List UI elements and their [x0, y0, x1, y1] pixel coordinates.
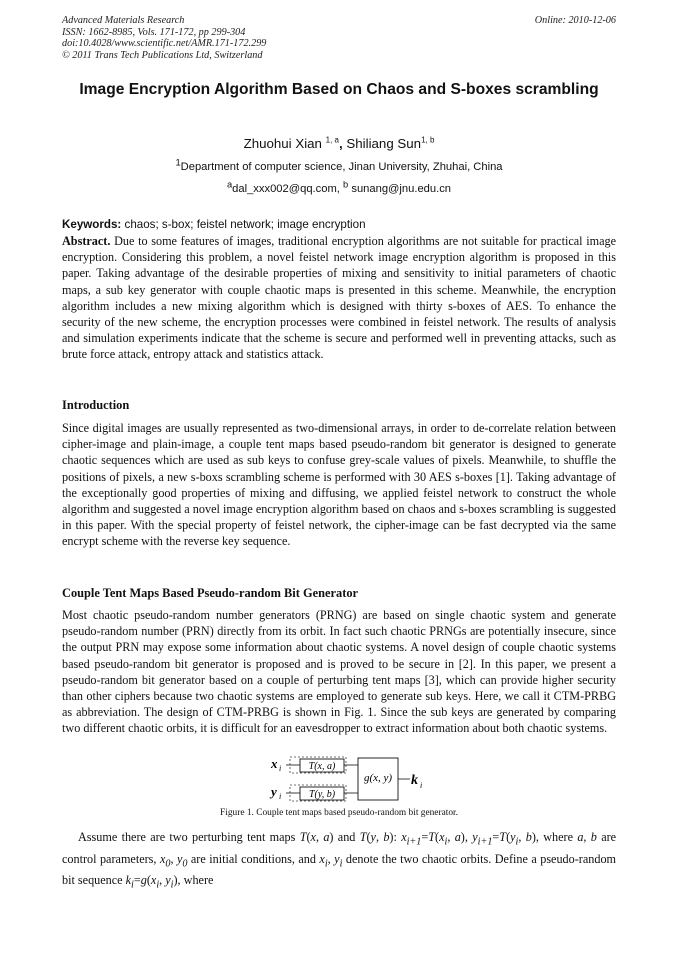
fig-t-bottom-text: T(y, b)	[308, 789, 336, 800]
figure-1-diagram	[260, 754, 440, 804]
math-subscript: i	[324, 858, 328, 870]
math-var: T	[428, 830, 436, 844]
closing-text: ), where	[531, 830, 574, 844]
closing-text: (	[506, 830, 511, 844]
math-var: a	[577, 830, 584, 844]
email-b: sunang@jnu.edu.cn	[351, 183, 452, 195]
introduction-text: Since digital images are usually represented as two-dimensional arrays, in order to de-correlate relation between cipher-image and plain-image, a couple tent maps based pseudo-random bit generator is designed to generate chaotic sequences which are used as sub keys to confuse grey-scale values of pixels. Meanwhile, to shuffle the positions of pixels, a new s-boxs scrambling scheme is performed with 30 AES s-boxes [1]. Taking advantage of the exceptionally good properties of mixing and diffusing, we applied feistel network to construct the whole algorithm and suggested a novel image encryption algorithm based on chaos and s-boxes scrambling is suggested in this paper. With the special property of feistel network, the cipher-image can be fast decrypted via the same encrypt scheme with the reverse key sequence.	[62, 421, 616, 549]
fig-y-label: y	[271, 784, 277, 799]
math-subscript: 0	[182, 858, 188, 870]
math-subscript: i+1	[406, 836, 422, 848]
math-var: y	[510, 830, 516, 844]
math-var: b	[525, 830, 532, 844]
closing-text: are initial conditions, and	[190, 851, 316, 866]
issn-line: ISSN: 1662-8985, Vols. 171-172, pp 299-304	[62, 26, 246, 38]
paper-title: Image Encryption Algorithm Based on Chaos and S-boxes scrambling	[79, 81, 599, 98]
author-2: Shiliang Sun	[346, 136, 422, 151]
email-line	[62, 179, 616, 195]
fig-k-label: k	[411, 773, 418, 788]
closing-text: =	[492, 830, 500, 844]
closing-text: ), where	[173, 873, 214, 888]
closing-text: (	[366, 830, 371, 844]
email-a-sup: a	[226, 179, 233, 190]
math-subscript: i	[131, 879, 134, 891]
doi-line: doi:10.4028/www.scientific.net/AMR.171-172.299	[62, 38, 267, 49]
author-separator: ,	[339, 136, 343, 151]
closing-text: denote the two chaotic orbits. Define a pseudo-random bit sequence	[62, 851, 617, 888]
math-subscript: 0	[165, 858, 171, 870]
math-var: k	[125, 873, 132, 888]
closing-text: ,	[375, 830, 380, 844]
math-subscript: i	[515, 836, 519, 848]
introduction-heading: Introduction	[62, 398, 130, 412]
math-var: T	[299, 830, 307, 844]
keywords	[62, 218, 616, 231]
copyright-line: © 2011 Trans Tech Publications Ltd, Switzerland	[62, 49, 263, 61]
section-2-text: Most chaotic pseudo-random number generators (PRNG) are based on single chaotic system and generate pseudo-random number (PRN) directly from its orbit. In fact such chaotic PRNGs are potentially insecure, since the output PRN may expose some information about chaotic systems. A novel design of couple chaotic systems based pseudo-random bit generator is proposed and is proved to be secure in [2]. In this paper, we present a pseudo-random bit generator based on a couple of perturbing tent maps [3], which can provide higher security than other ciphers because two chaotic systems are employed to generate sub keys. Here, we call it CTM-PRBG as abbreviation. The design of CTM-PRBG is shown in Fig. 1. Since the sub keys are generated by comparing two different chaotic orbits, it is difficult for an eavesdropper to extract information about both chaotic systems.	[62, 608, 616, 736]
abstract	[62, 233, 616, 363]
closing-text: ,	[159, 873, 163, 888]
online-date: Online: 2010-12-06	[534, 15, 616, 26]
closing-text: ,	[583, 830, 587, 844]
fig-x-sub: i	[279, 764, 282, 773]
closing-text: ,	[327, 851, 331, 866]
closing-text: ,	[170, 851, 174, 866]
closing-text: =	[421, 830, 429, 844]
email-b-sup: b	[343, 179, 349, 190]
math-var: y	[176, 851, 183, 866]
journal-name: Advanced Materials Research	[62, 15, 185, 26]
abstract-text: Due to some features of images, traditional encryption algorithms are not suitable for practical image encryption. Considering this problem, a novel feistel network image encryption algorithm is proposed in this paper. Taking advantage of the desirable properties of mixing and sensitivity to initial parameters of chaotic maps, a sub key generator with couple chaotic maps is presented in this scheme. Meanwhile, the encryption algorithm includes a new mixing algorithm which is designed with thirty s-boxes of AES. To enhance the security of the new scheme, the encryption processes were combined in feistel network. The results of analysis and simulation experiments indicate that the scheme is secure and performed well in preventing attacks, such as brute force attack, entropy attack and statistics attack.	[62, 234, 617, 362]
figure-1-caption: Figure 1. Couple tent maps based pseudo-random bit generator.	[220, 808, 458, 818]
author-2-sup: 1, b	[421, 135, 435, 145]
fig-g-text: g(x, y)	[363, 772, 393, 784]
fig-x-label: x	[271, 756, 278, 771]
author-1-sup: 1, a	[325, 135, 339, 145]
affiliation-text: Department of computer science, Jinan University, Zhuhai, China	[180, 161, 503, 173]
journal-header	[62, 15, 266, 61]
math-var: x	[159, 851, 166, 866]
math-var: a	[454, 830, 461, 844]
math-var: x	[439, 830, 445, 844]
math-subscript: i+1	[477, 836, 493, 848]
affiliation-sup: 1	[175, 157, 181, 168]
closing-text: ,	[518, 830, 522, 844]
fig-y-sub: i	[279, 792, 282, 801]
math-var: T	[359, 830, 367, 844]
closing-text: ),	[460, 830, 468, 844]
affiliation	[62, 157, 616, 173]
closing-text: ) and	[329, 830, 356, 844]
math-var: y	[370, 830, 376, 844]
math-var: x	[401, 830, 407, 844]
math-var: b	[383, 830, 390, 844]
math-var: y	[472, 830, 478, 844]
closing-paragraph	[62, 829, 616, 894]
math-var: g	[140, 873, 147, 888]
closing-text: =	[133, 873, 141, 888]
keywords-label: Keywords:	[62, 218, 122, 231]
email-a: dal_xxx002@qq.com,	[232, 183, 340, 195]
closing-text: (	[146, 873, 151, 888]
fig-t-top-text: T(x, a)	[308, 761, 336, 772]
fig-k-sub: i	[420, 781, 423, 790]
math-var: T	[499, 830, 507, 844]
section-2-heading: Couple Tent Maps Based Pseudo-random Bit Generator	[62, 586, 359, 600]
math-var: y	[165, 873, 171, 888]
keywords-text: chaos; s-box; feistel network; image encryption	[124, 218, 366, 231]
math-var: x	[150, 873, 157, 888]
math-var: b	[590, 830, 597, 844]
closing-text: (	[306, 830, 311, 844]
closing-text: ,	[447, 830, 451, 844]
closing-text: (	[435, 830, 440, 844]
closing-text: Assume there are two perturbing tent maps	[78, 830, 296, 844]
closing-text: ):	[389, 830, 397, 844]
closing-text: ,	[315, 830, 320, 844]
math-var: y	[334, 851, 340, 866]
abstract-label: Abstract.	[62, 234, 111, 248]
author-line	[62, 136, 616, 151]
math-subscript: i	[339, 858, 343, 870]
author-1: Zhuohui Xian	[243, 136, 322, 151]
math-subscript: i	[444, 836, 448, 848]
math-var: x	[319, 851, 325, 866]
math-var: a	[323, 830, 330, 844]
math-subscript: i	[156, 879, 160, 891]
closing-text: are control parameters,	[62, 830, 617, 866]
math-subscript: i	[170, 879, 174, 891]
math-var: x	[310, 830, 316, 844]
